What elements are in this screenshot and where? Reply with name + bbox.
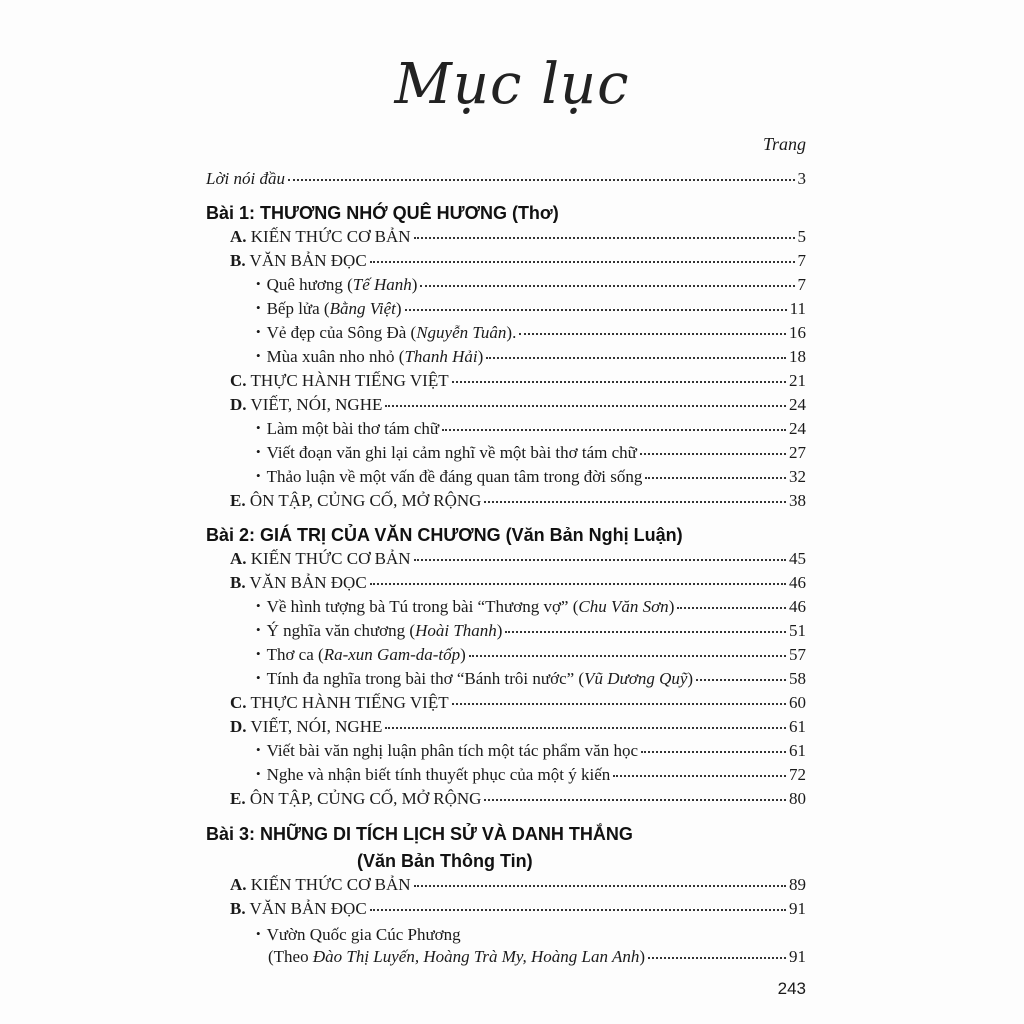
toc-entry[interactable] [256,667,806,691]
toc-entry[interactable] [230,249,806,273]
dot-leader [648,957,786,959]
entry-label: VĂN BẢN ĐỌC [249,251,367,270]
entry-label-tail: ) [668,597,675,616]
entry-label-tail: ) [395,299,402,318]
entry-page: 61 [789,741,806,760]
entry-page: 51 [789,621,806,640]
toc-entry[interactable] [256,465,806,489]
dot-leader [452,703,786,705]
entry-page: 91 [789,947,806,966]
dot-leader [486,357,786,359]
entry-label-tail: ) [460,645,466,664]
toc-entry[interactable] [256,739,806,763]
entry-page: 89 [789,875,806,894]
toc-entry[interactable] [256,417,806,441]
entry-label-tail: ) [496,621,503,640]
entry-letter: B. [230,251,246,270]
entry-letter: A. [230,549,247,568]
lesson-subheading: (Văn Bản Thông Tin) [357,851,533,871]
entry-label-tail: ) [639,947,646,966]
entry-label: VĂN BẢN ĐỌC [249,899,367,918]
entry-label: Thơ ca ( [266,645,324,664]
entry-letter: D. [230,395,247,414]
entry-page: 16 [789,323,806,342]
entry-label: • Thảo luận về một vấn đề đáng quan tâm trong đời sống [256,465,642,490]
toc-entry[interactable] [230,393,806,417]
entry-label: KIẾN THỨC CƠ BẢN [250,549,411,568]
dot-leader [370,909,786,911]
entry-label: Tính đa nghĩa trong bài thơ “Bánh trôi nước” ( [266,669,585,688]
entry-letter: A. [230,875,247,894]
lesson-heading[interactable]: Bài 3: NHỮNG DI TÍCH LỊCH SỬ VÀ DANH THẮNG [206,824,633,844]
entry-page: 27 [789,443,806,462]
dot-leader [640,453,786,455]
entry-label-tail: ) [411,275,418,294]
toc-entry[interactable] [256,441,806,465]
toc-entry[interactable] [256,619,806,643]
toc-entry[interactable] [230,489,806,513]
toc-entry[interactable] [256,643,806,667]
entry-label: KIẾN THỨC CƠ BẢN [250,227,411,246]
toc-entry[interactable] [256,297,806,321]
dot-leader [385,405,786,407]
entry-label: Mùa xuân nho nhỏ ( [266,347,405,366]
entry-label: Ý nghĩa văn chương ( [266,621,416,640]
toc-entry[interactable] [230,369,806,393]
entry-page: 24 [789,395,806,414]
entry-page: 21 [789,371,806,390]
entry-label: THỰC HÀNH TIẾNG VIỆT [250,371,449,390]
dot-leader [288,179,795,181]
entry-page: 3 [797,169,806,188]
toc-entry[interactable] [230,225,806,249]
dot-leader [414,885,786,887]
entry-label: Vẻ đẹp của Sông Đà ( [266,323,417,342]
toc-entry[interactable] [256,321,806,345]
entry-label: KIẾN THỨC CƠ BẢN [250,875,411,894]
entry-label: • Viết bài văn nghị luận phân tích một tác phẩm văn học [256,739,638,764]
entry-page: 18 [789,347,806,366]
dot-leader [420,285,794,287]
entry-author: Thanh Hải [404,347,478,366]
entry-author: Nguyễn Tuân [416,323,507,342]
toc-entry[interactable] [230,787,806,811]
dot-leader [414,237,795,239]
dot-leader [405,309,787,311]
entry-label: Bếp lửa ( [266,299,330,318]
dot-leader [484,501,786,503]
entry-letter: D. [230,717,247,736]
dot-leader [385,727,786,729]
entry-page: 57 [789,645,806,664]
entry-label: • Vườn Quốc gia Cúc Phương [256,923,461,948]
dot-leader [484,799,786,801]
dot-leader [442,429,786,431]
entry-page: 46 [789,597,806,616]
dot-leader [613,775,786,777]
entry-page: 24 [789,419,806,438]
entry-letter: E. [230,789,246,808]
dot-leader [641,751,786,753]
toc-entry[interactable] [256,595,806,619]
toc-entry[interactable] [256,763,806,787]
entry-label: Lời nói đầu [206,169,285,188]
toc-entry[interactable] [256,273,806,297]
toc-entry[interactable] [230,715,806,739]
entry-page: 7 [797,251,806,270]
entry-author: Tế Hanh [352,275,412,294]
dot-leader [519,333,786,335]
entry-label-tail: ) [477,347,484,366]
entry-letter: C. [230,371,247,390]
entry-label-tail: ). [506,323,517,342]
dot-leader [370,261,795,263]
page-title: Mục lục [394,52,630,117]
toc-entry[interactable] [230,691,806,715]
dot-leader [452,381,786,383]
toc-entry-preface[interactable] [206,167,806,191]
toc-entry[interactable] [256,923,806,947]
entry-letter: B. [230,573,246,592]
dot-leader [370,583,786,585]
entry-page: 45 [789,549,806,568]
dot-leader [696,679,786,681]
entry-page: 91 [789,899,806,918]
entry-author: Bằng Việt [329,299,396,318]
entry-label-tail: ) [687,669,694,688]
entry-label: Quê hương ( [266,275,353,294]
entry-label: • Làm một bài thơ tám chữ [256,417,439,442]
entry-page: 80 [789,789,806,808]
dot-leader [677,607,786,609]
entry-letter: B. [230,899,246,918]
toc-entry[interactable] [230,547,806,571]
toc-entry[interactable] [230,897,806,921]
entry-label: ÔN TẬP, CỦNG CỐ, MỞ RỘNG [249,789,482,808]
entry-label: VIẾT, NÓI, NGHE [250,717,383,736]
entry-page: 61 [789,717,806,736]
entry-page: 46 [789,573,806,592]
dot-leader [645,477,786,479]
entry-label: VĂN BẢN ĐỌC [249,573,367,592]
entry-label: ÔN TẬP, CỦNG CỐ, MỞ RỘNG [249,491,482,510]
lesson-heading[interactable]: Bài 1: THƯƠNG NHỚ QUÊ HƯƠNG (Thơ) [206,203,559,223]
entry-letter: C. [230,693,247,712]
dot-leader [505,631,786,633]
entry-page: 5 [797,227,806,246]
entry-label: • Viết đoạn văn ghi lại cảm nghĩ về một bài thơ tám chữ [256,441,637,466]
entry-label: THỰC HÀNH TIẾNG VIỆT [250,693,449,712]
toc-entry[interactable] [268,945,806,969]
entry-page: 11 [789,299,806,318]
entry-label: • Nghe và nhận biết tính thuyết phục của một ý kiến [256,763,610,788]
toc-entry[interactable] [256,345,806,369]
entry-author: Ra-xun Gam-da-tốp [323,645,461,664]
entry-page: 60 [789,693,806,712]
toc-entry[interactable] [230,571,806,595]
entry-page: 32 [789,467,806,486]
toc-entry[interactable] [230,873,806,897]
entry-author: Hoài Thanh [415,621,497,640]
entry-label: (Theo [268,947,313,966]
entry-label: VIẾT, NÓI, NGHE [250,395,383,414]
dot-leader [414,559,786,561]
entry-author: Đào Thị Luyến, Hoàng Trà My, Hoàng Lan Anh [312,947,640,966]
entry-label: Về hình tượng bà Tú trong bài “Thương vợ” ( [266,597,579,616]
entry-author: Chu Văn Sơn [578,597,669,616]
entry-page: 38 [789,491,806,510]
entry-letter: E. [230,491,246,510]
entry-page: 72 [789,765,806,784]
page-column-header: Trang [762,134,806,154]
entry-author: Vũ Dương Quỹ [584,669,688,688]
entry-page: 58 [789,669,806,688]
lesson-heading[interactable]: Bài 2: GIÁ TRỊ CỦA VĂN CHƯƠNG (Văn Bản Nghị Luận) [206,525,683,545]
page-number: 243 [777,979,806,998]
dot-leader [469,655,786,657]
entry-page: 7 [797,275,806,294]
entry-letter: A. [230,227,247,246]
